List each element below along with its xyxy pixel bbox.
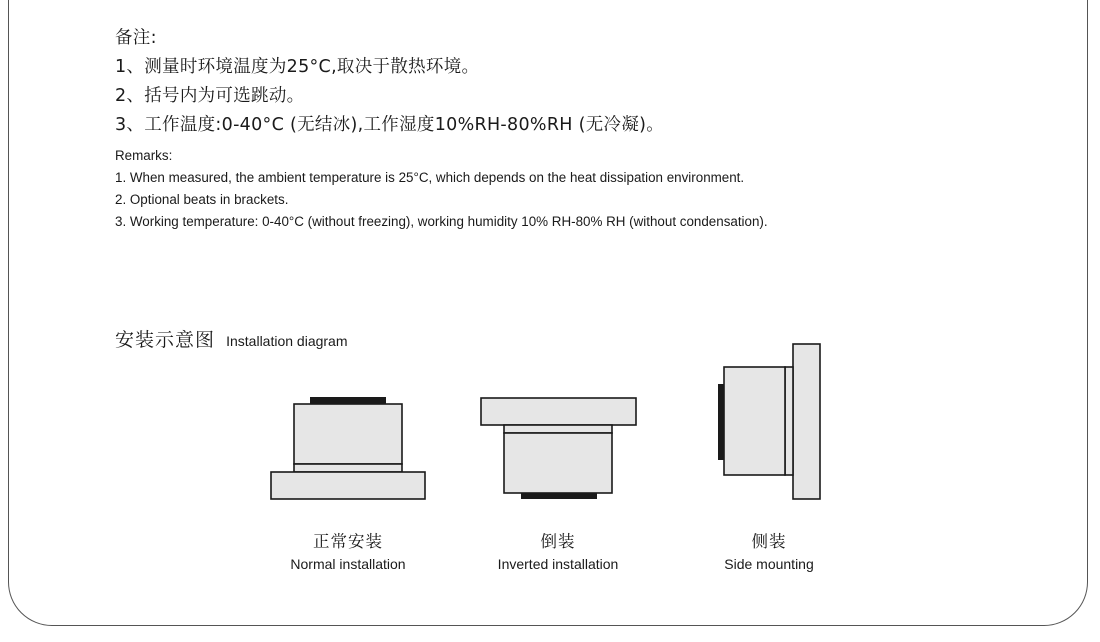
remarks-cn-item-1: 1、测量时环境温度为25°C,取决于散热环境。 bbox=[115, 57, 480, 77]
normal-top-pad bbox=[310, 397, 386, 404]
normal-device-flange bbox=[294, 464, 402, 472]
remarks-en-item-1: 1. When measured, the ambient temperature is 25°C, which depends on the heat dissipation environment. bbox=[115, 170, 745, 185]
caption-normal-en: Normal installation bbox=[290, 556, 406, 572]
side-device-flange bbox=[785, 367, 793, 475]
remarks-cn-item-3: 3、工作温度:0-40°C (无结冰),工作湿度10%RH-80%RH (无冷凝)。 bbox=[115, 115, 665, 135]
normal-installation-diagram bbox=[271, 397, 425, 499]
inverted-device-body bbox=[504, 433, 612, 493]
caption-side-mounting bbox=[724, 530, 814, 574]
caption-inverted-en: Inverted installation bbox=[497, 556, 619, 572]
caption-side-cn: 侧装 bbox=[751, 532, 787, 551]
caption-inverted-installation bbox=[498, 530, 619, 574]
inverted-mounting-plate bbox=[481, 398, 636, 425]
side-mounting-diagram bbox=[718, 344, 820, 499]
side-left-pad bbox=[718, 384, 724, 460]
inverted-device-flange bbox=[504, 425, 612, 433]
remarks-en-item-2: 2. Optional beats in brackets. bbox=[115, 192, 289, 207]
inverted-bottom-pad bbox=[521, 493, 597, 499]
remarks-en-item-3: 3. Working temperature: 0-40°C (without freezing), working humidity 10% RH-80% RH (without condensation). bbox=[115, 214, 768, 229]
installation-title-cn: 安装示意图 bbox=[115, 329, 216, 351]
installation-title-en: Installation diagram bbox=[226, 333, 348, 349]
caption-inverted-cn: 倒装 bbox=[540, 532, 576, 551]
remarks-cn-item-2: 2、括号内为可选跳动。 bbox=[115, 86, 305, 106]
side-mounting-plate bbox=[793, 344, 820, 499]
remarks-en-heading: Remarks: bbox=[115, 148, 173, 163]
remarks-cn-heading: 备注: bbox=[115, 28, 157, 48]
caption-normal-installation bbox=[290, 530, 405, 574]
normal-mounting-plate bbox=[271, 472, 425, 499]
caption-side-en: Side mounting bbox=[724, 556, 814, 572]
normal-device-body bbox=[294, 404, 402, 464]
inverted-installation-diagram bbox=[481, 398, 636, 499]
side-device-body bbox=[724, 367, 785, 475]
caption-normal-cn: 正常安装 bbox=[312, 532, 383, 551]
